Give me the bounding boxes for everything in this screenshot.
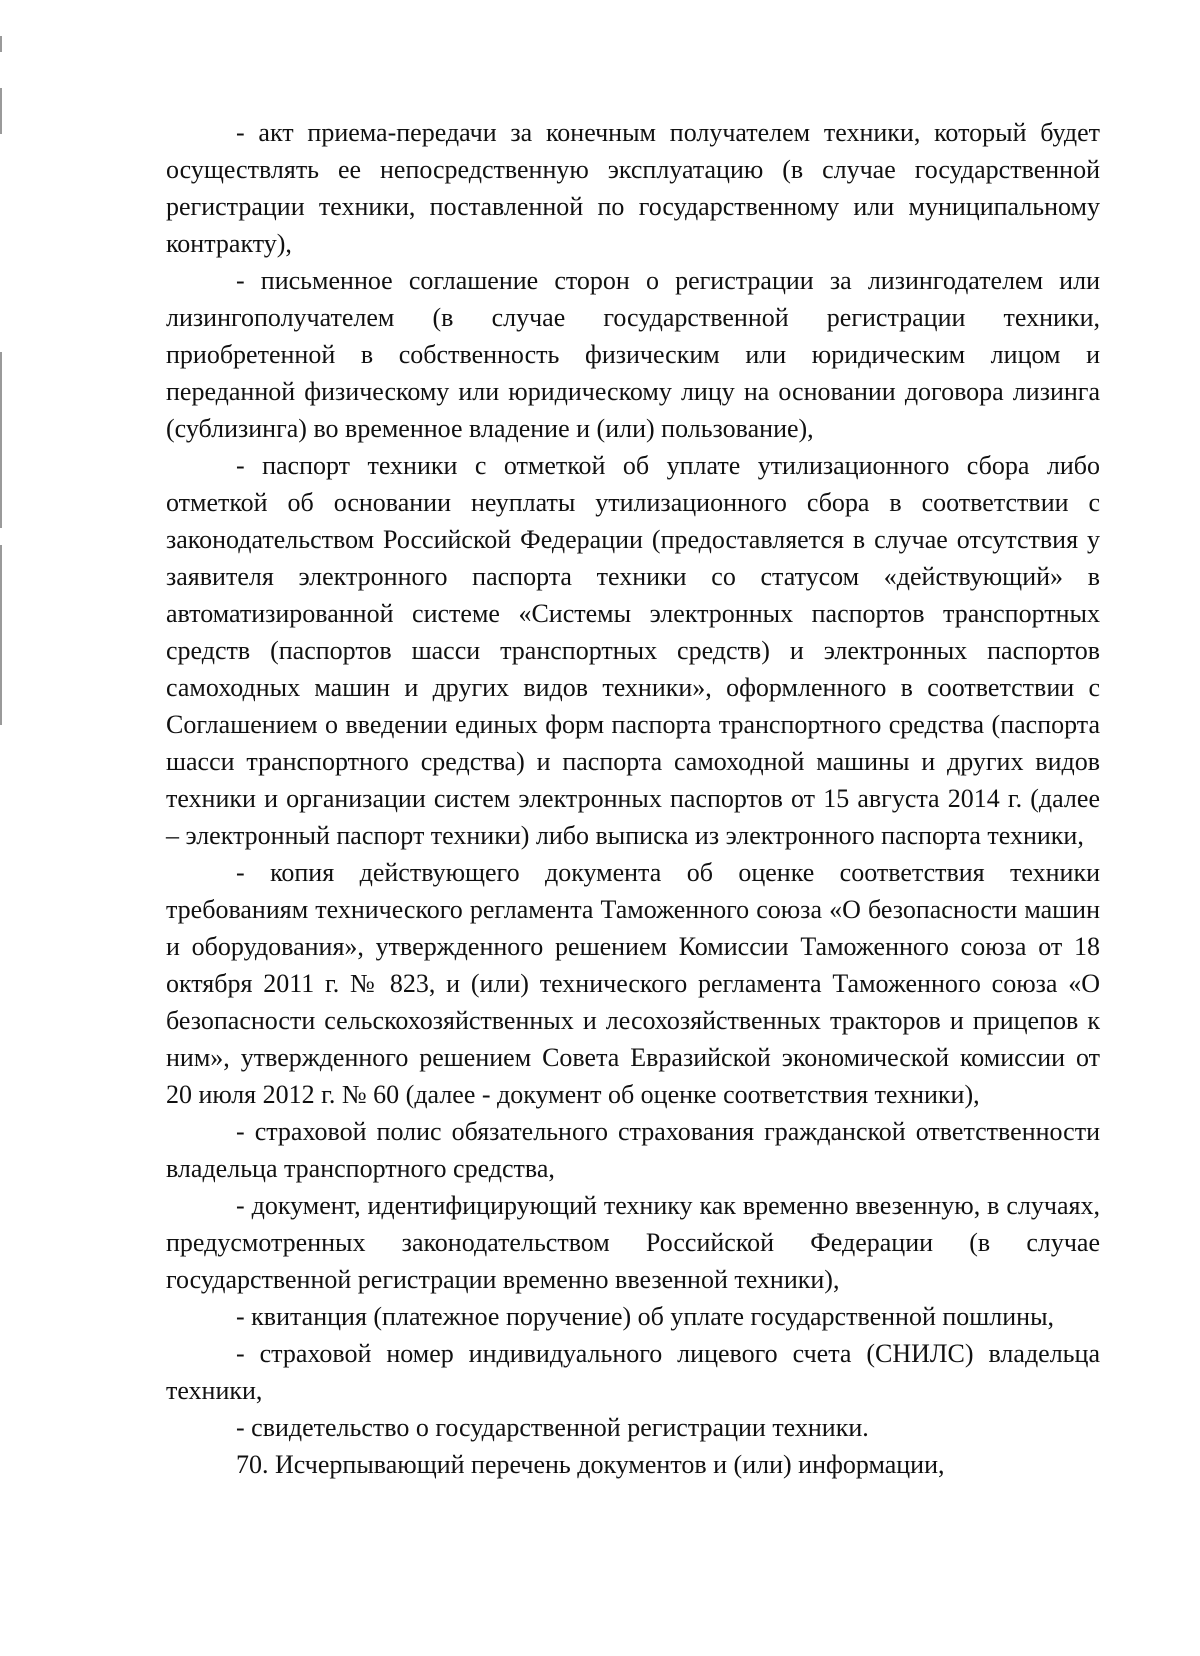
paragraph-insurance-policy: - страховой полис обязательного страхования гражданской ответственности владельца транспортного средства, xyxy=(166,1117,1100,1183)
paragraph-act-acceptance: - акт приема-передачи за конечным получателем техники, который будет осуществлять ее непосредственную эксплуатацию (в случае государственной регистрации техники, поставленной по государственному или муниципальному контракту), xyxy=(166,118,1100,258)
paragraph-item-70: 70. Исчерпывающий перечень документов и (или) информации, xyxy=(236,1450,945,1479)
paragraph-temporary-import: - документ, идентифицирующий технику как временно ввезенную, в случаях, предусмотренных законодательством Российской Федерации (в случае государственной регистрации временно ввезенной техники), xyxy=(166,1191,1100,1294)
paragraph-state-fee-receipt: - квитанция (платежное поручение) об уплате государственной пошлины, xyxy=(236,1302,1055,1331)
paragraph-leasing-agreement: - письменное соглашение сторон о регистрации за лизингодателем или лизингополучателем (в случае государственной регистрации техники, приобретенной в собственность физическим или юридическим лицом и переданной физическому или юридическому лицу на основании договора лизинга (сублизинга) во временное владение и (или) пользование), xyxy=(166,266,1100,443)
paragraph-registration-certificate: - свидетельство о государственной регистрации техники. xyxy=(236,1413,869,1442)
scan-artifact-line xyxy=(0,352,2,528)
scan-artifact-line xyxy=(0,545,2,725)
paragraph-conformity-document: - копия действующего документа об оценке соответствия техники требованиям технического регламента Таможенного союза «О безопасности машин и оборудования», утвержденного решением Комиссии Таможенного союза от 18 октября 2011 г. № 823, и (или) технического регламента Таможенного союза «О безопасности сельскохозяйственных и лесохозяйственных тракторов и прицепов к ним», утвержденного решением Совета Евразийской экономической комиссии от 20 июля 2012 г. № 60 (далее - документ об оценке соответствия техники), xyxy=(166,858,1100,1109)
scan-artifact-line xyxy=(0,88,2,134)
scan-artifact-line xyxy=(0,36,2,52)
document-body xyxy=(166,114,1100,1483)
paragraph-vehicle-passport: - паспорт техники с отметкой об уплате утилизационного сбора либо отметкой об основании неуплаты утилизационного сбора в соответствии с законодательством Российской Федерации (предоставляется в случае отсутствия у заявителя электронного паспорта техники со статусом «действующий» в автоматизированной системе «Системы электронных паспортов транспортных средств (паспортов шасси транспортных средств) и электронных паспортов самоходных машин и других видов техники», оформленного в соответствии с Соглашением о введении единых форм паспорта транспортного средства (паспорта шасси транспортного средства) и паспорта самоходной машины и других видов техники и организации систем электронных паспортов от 15 августа 2014 г. (далее – электронный паспорт техники) либо выписка из электронного паспорта техники, xyxy=(166,451,1100,850)
paragraph-snils: - страховой номер индивидуального лицевого счета (СНИЛС) владельца техники, xyxy=(166,1339,1100,1405)
